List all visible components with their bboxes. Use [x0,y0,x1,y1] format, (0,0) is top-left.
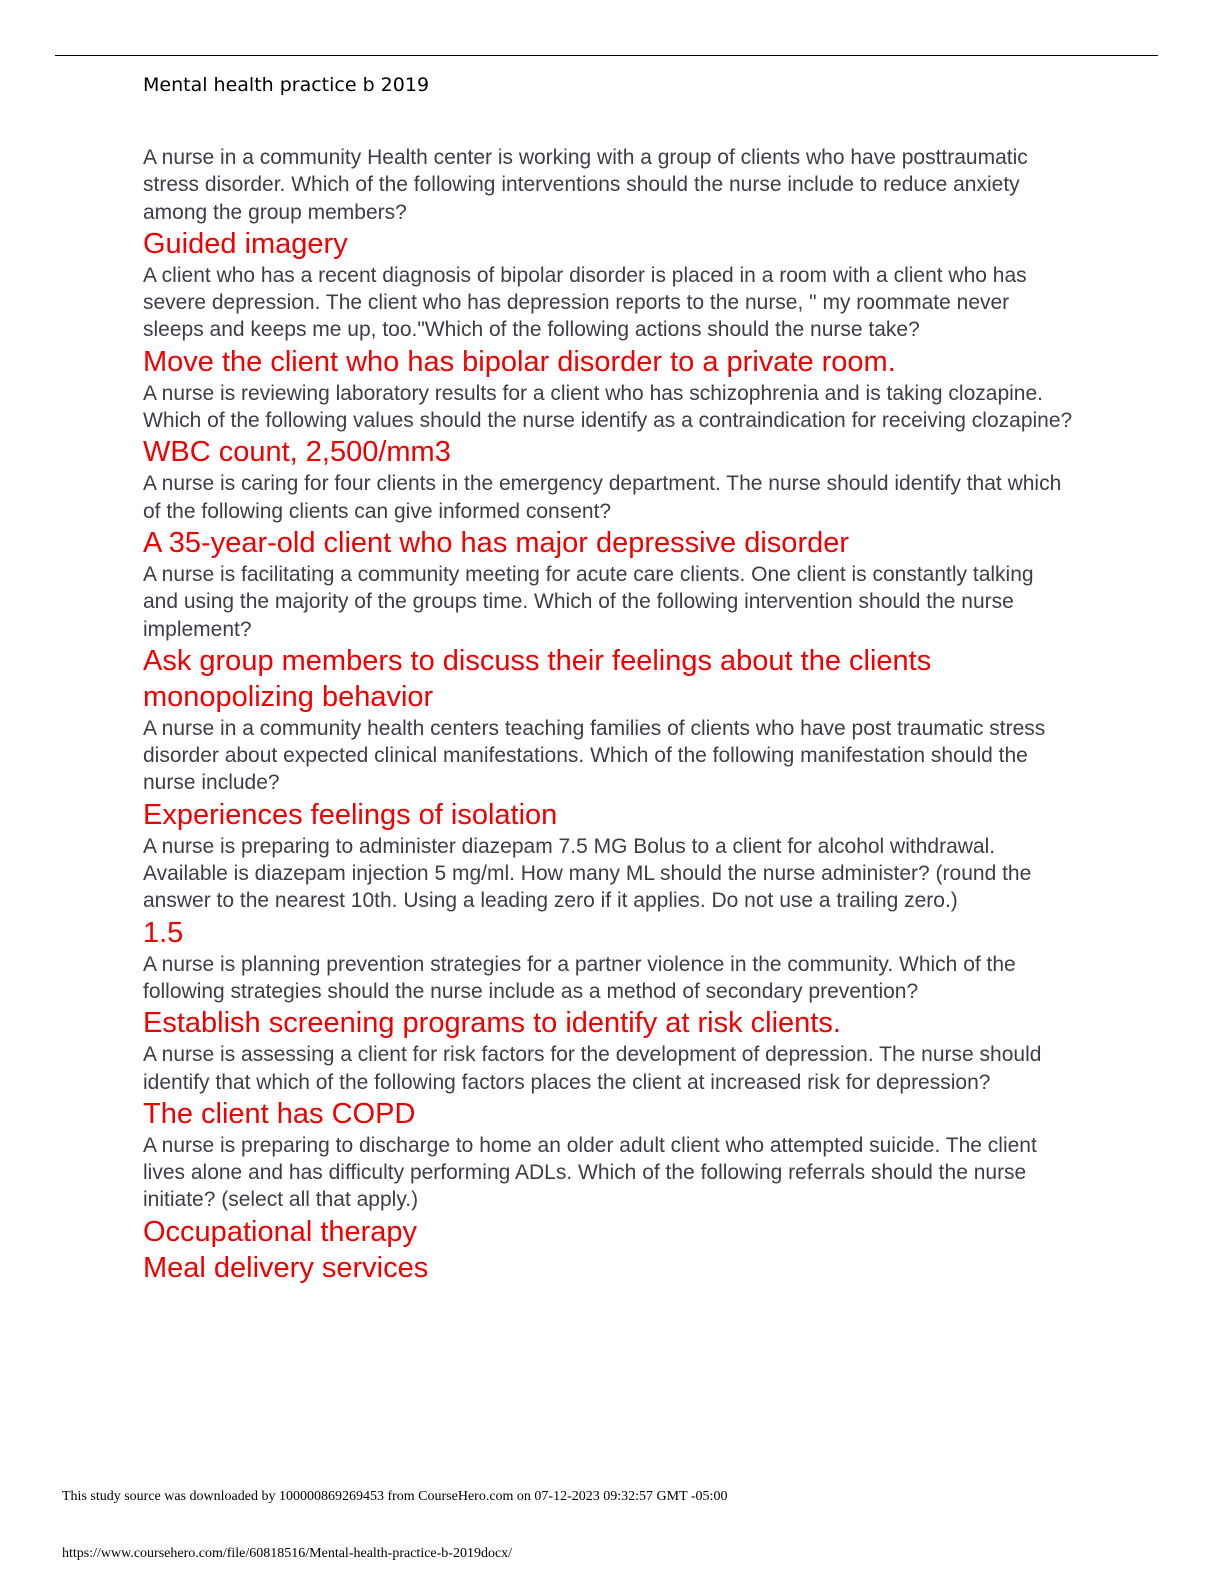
answer-text: WBC count, 2,500/mm3 [143,436,451,469]
answer-text: Experiences feelings of isolation [143,798,558,831]
answer-text: Establish screening programs to identify at risk clients. [143,1007,841,1040]
document-title: Mental health practice b 2019 [143,74,430,96]
header-rule [55,55,1158,56]
question-text: A nurse is caring for four clients in the emergency department. The nurse should identify that which of the following clients can give informed consent? [143,472,1062,523]
answer-text: Occupational therapy [143,1215,418,1248]
question-text: A nurse in a community Health center is working with a group of clients who have posttraumatic stress disorder. Which of the following interventions should the nurse include to reduce anxiety among the group members? [143,146,1028,224]
question-text: A nurse is reviewing laboratory results for a client who has schizophrenia and is taking clozapine. Which of the following values should the nurse identify as a contraindication for receiving clozapine? [143,381,1073,433]
answer-text: The client has COPD [143,1097,416,1130]
question-text: A nurse is preparing to discharge to home an older adult client who attempted suicide. The client lives alone and has difficulty performing ADLs. Which of the following referrals should the nurse initiate? (select all that apply.) [143,1133,1037,1212]
download-source-note: This study source was downloaded by 100000869269453 from CourseHero.com on 07-12-2023 09:32:57 GMT -05:00 [62,1489,728,1504]
question-text: A nurse is facilitating a community meeting for acute care clients. One client is constantly talking and using the majority of the groups time. Which of the following intervention should the nurse implement? [143,562,1034,641]
answer-text: A 35-year-old client who has major depressive disorder [143,526,850,559]
question-text: A nurse is preparing to administer diazepam 7.5 MG Bolus to a client for alcohol withdrawal. Available is diazepam injection 5 mg/ml. How many ML should the nurse administer? (round the answer to the nearest 10th. Using a leading zero if it applies. Do not use a trailing zero.) [143,834,1032,913]
question-text: A nurse is planning prevention strategies for a partner violence in the community. Which of the following strategies should the nurse include as a method of secondary prevention? [143,952,1016,1003]
source-url: https://www.coursehero.com/file/60818516/Mental-health-practice-b-2019docx/ [62,1546,513,1561]
answer-text: Meal delivery services [143,1251,429,1284]
question-answer-list [143,144,1073,1286]
question-text: A nurse in a community health centers teaching families of clients who have post traumatic stress disorder about expected clinical manifestations. Which of the following manifestation should the nurse include? [143,716,1046,795]
answer-text: Move the client who has bipolar disorder to a private room. [143,345,896,378]
answer-text: Guided imagery [143,227,348,260]
question-text: A nurse is assessing a client for risk factors for the development of depression. The nurse should identify that which of the following factors places the client at increased risk for depression? [143,1043,1042,1094]
answer-text: 1.5 [143,916,184,949]
answer-text: Ask group members to discuss their feelings about the clients monopolizing behavior [143,644,932,713]
question-text: A client who has a recent diagnosis of bipolar disorder is placed in a room with a client who has severe depression. The client who has depression reports to the nurse, " my roommate never sleeps and keeps me up, too."Which of the following actions should the nurse take? [143,263,1027,342]
